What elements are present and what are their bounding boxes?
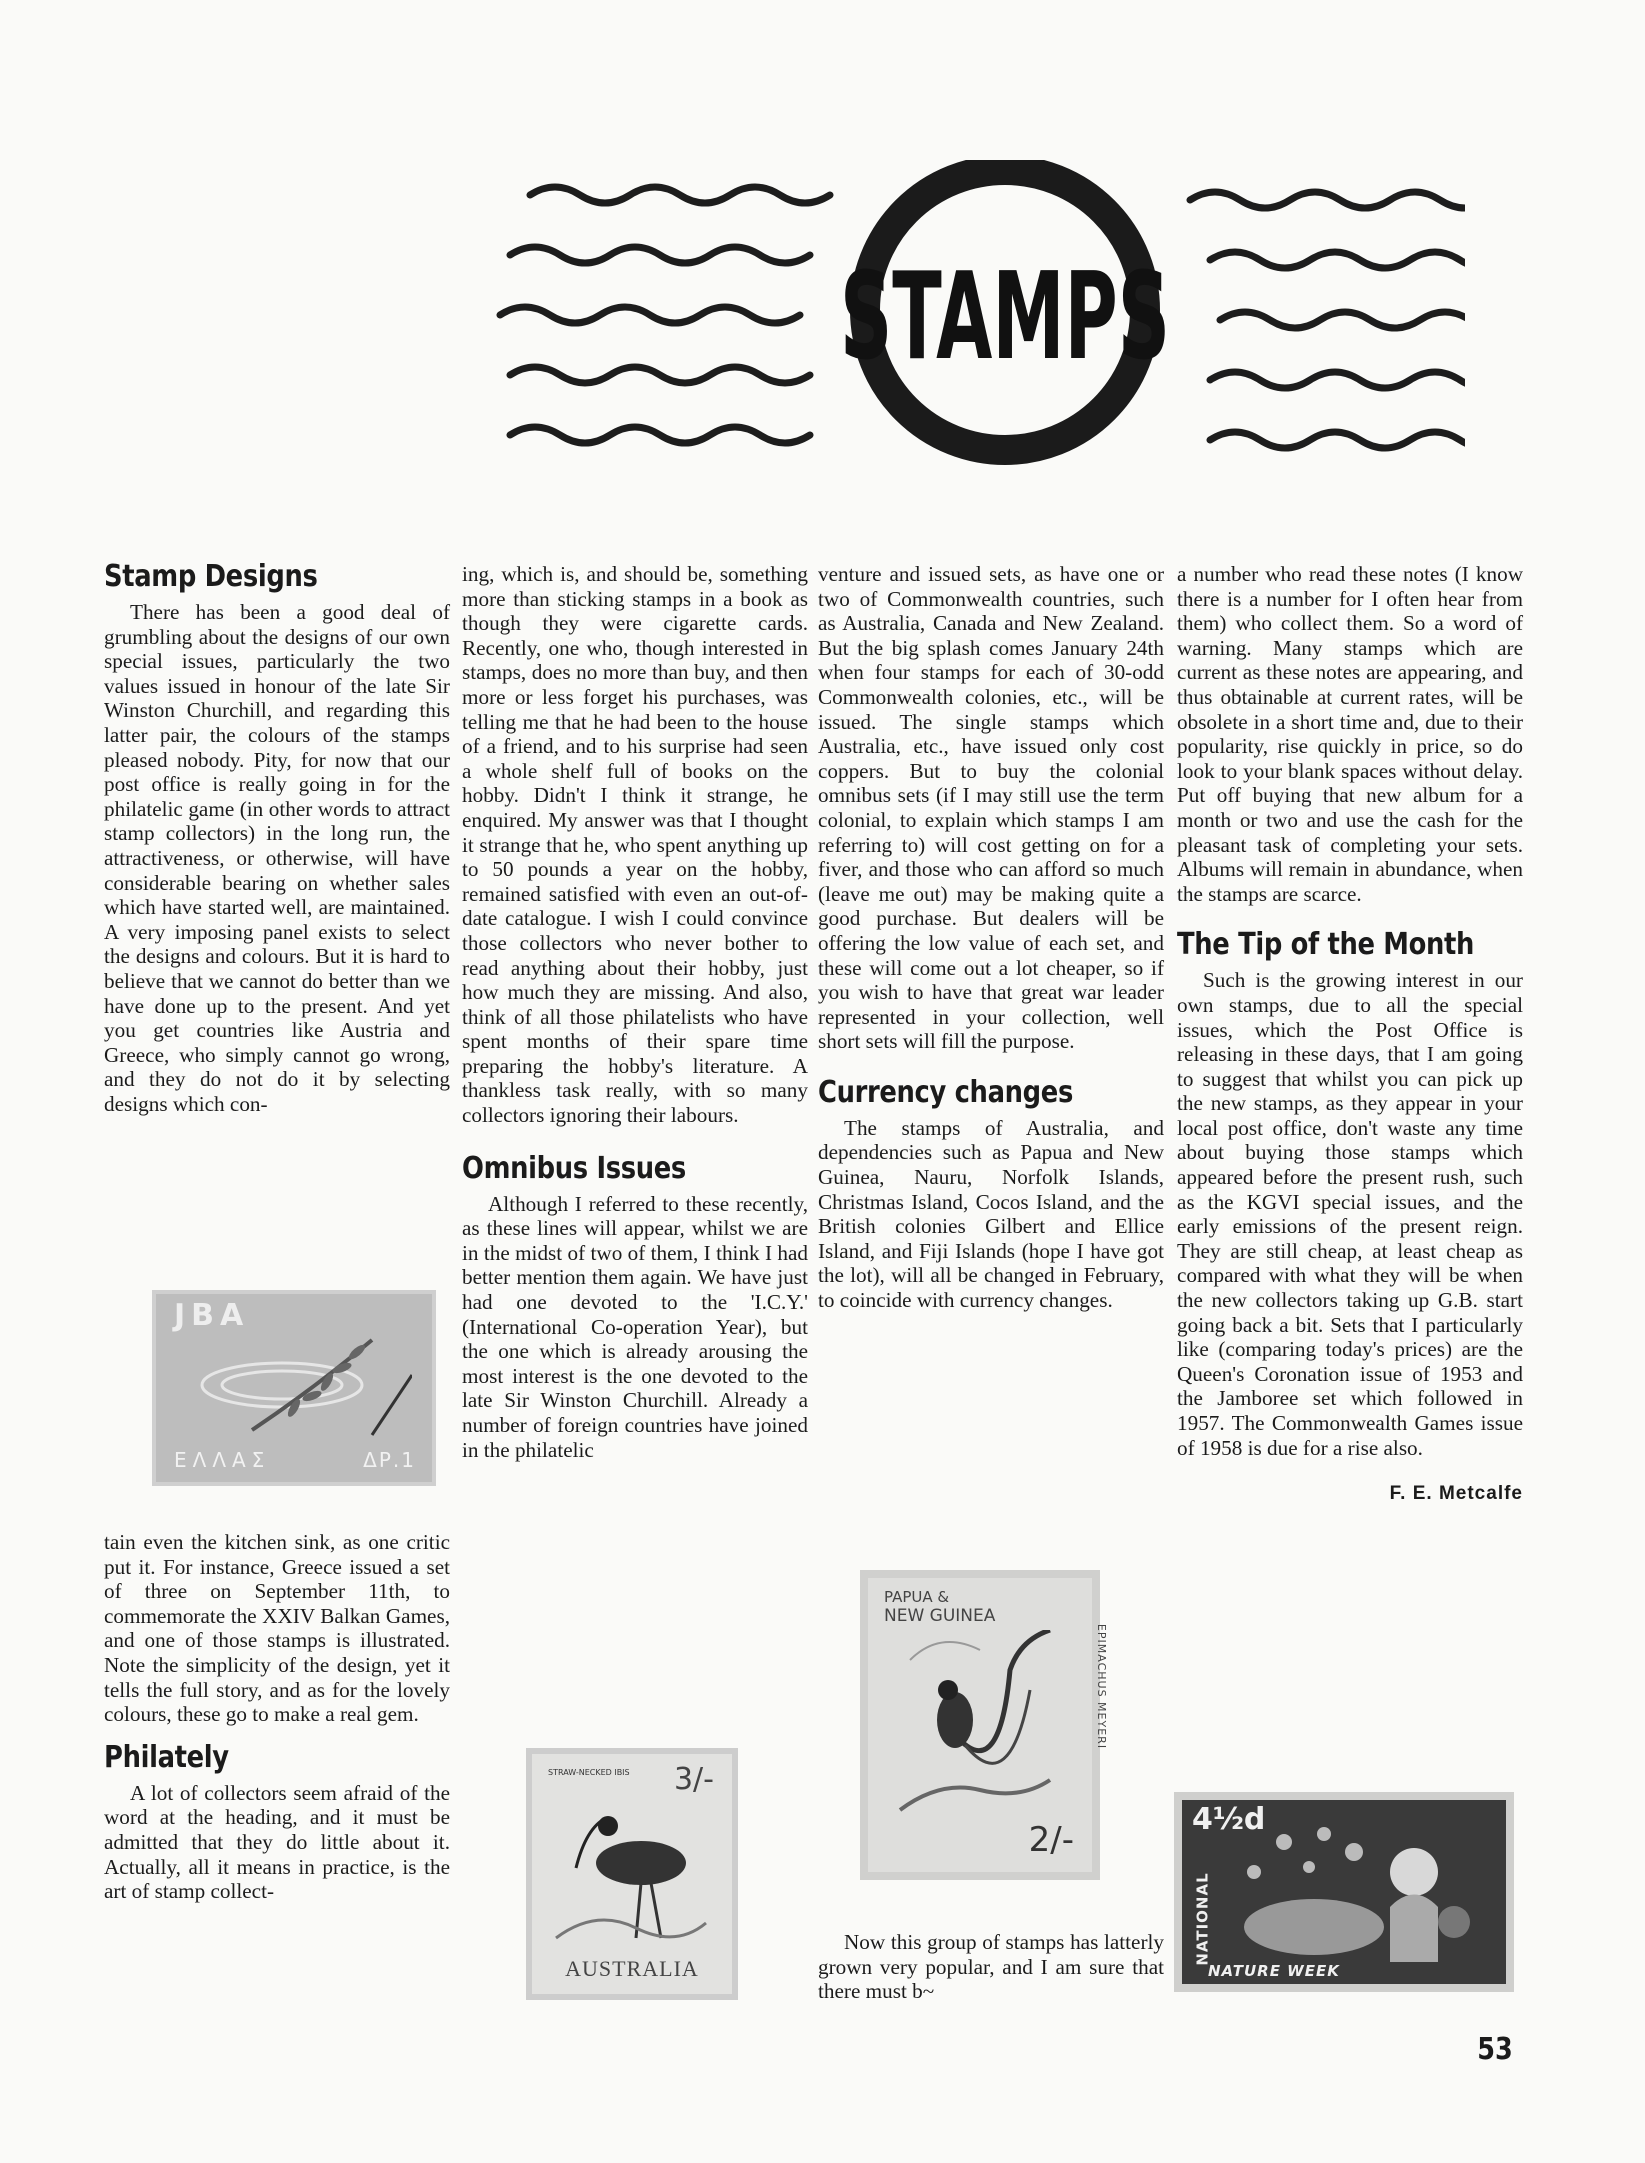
greece-stamp-image — [152, 1290, 436, 1486]
paragraph: a number who read these notes (I know there is a number for I often hear from them) who collect them. So a word of warning. Many stamps which are current as these notes are appearing, and thus obtainable at current rates, will be obsolete in a short time and, due to their popularity, rise quickly in price, so do look to your blank spaces without delay. Put off buying that new album for a month or two and use the cash for the pleasant task of completing your sets. Albums will remain in abundance, when the stamps are scarce. — [1177, 562, 1523, 906]
column-3-lower — [818, 1930, 1164, 2004]
stamps-postmark-emblem — [490, 160, 1465, 490]
papua-stamp-country-1: PAPUA & — [884, 1588, 950, 1606]
column-1-lower — [104, 1530, 450, 1904]
greece-stamp-country: ΕΛΛΑΣ — [174, 1448, 271, 1472]
greece-stamp-top-text: JBA — [174, 1298, 250, 1333]
heading-omnibus-issues: Omnibus Issues — [462, 1150, 686, 1186]
papua-stamp-country-2: NEW GUINEA — [884, 1606, 996, 1626]
laurel-branch-icon — [172, 1330, 412, 1440]
gb-nature-week-stamp-image — [1174, 1792, 1514, 1992]
column-4 — [1177, 562, 1523, 1507]
paragraph: ing, which is, and should be, something more than sticking stamps in a book as though they were cigarette cards. Recently, one who, though interested in stamps, does no more than buy, and then more or less forget his purchases, was telling me that he had been to the house of a friend, and to his surprise had seen a whole shelf full of books on the hobby. Didn't I think it strange, he enquired. My answer was that I thought it strange that he, who spent anything up to 50 pounds a year on the hobby, remained satisfied with even an out-of-date catalogue. I wish I could convince those collectors who never bother to read anything about their hobby, just how much they are missing. And also, think of all those philatelists who have spent months of their spare time preparing the hobby's literature. A thankless task really, with so many collectors ignoring their labours. — [462, 562, 808, 1128]
heading-stamp-designs: Stamp Designs — [104, 559, 318, 594]
author-byline: F. E. Metcalfe — [1389, 1483, 1523, 1505]
gb-stamp-left-text: NATIONAL — [1193, 1872, 1212, 1966]
page-number: 53 — [1477, 2032, 1513, 2067]
gb-stamp-value: 4½d — [1192, 1802, 1266, 1837]
column-3 — [818, 562, 1164, 1313]
paragraph: tain even the kitchen sink, as one critic put it. For instance, Greece issued a set of three on September 11th, to commemorate the XXIV Balkan Games, and one of those stamps is illustrated. Note the simplicity of the design, yet it tells the full story, and as for the lovely colours, these go to make a real gem. — [104, 1530, 450, 1727]
ibis-bird-icon — [546, 1798, 716, 1948]
column-1 — [104, 560, 450, 1116]
papua-new-guinea-stamp-image — [860, 1570, 1108, 1880]
papua-stamp-species: EPIMACHUS MEYERI — [1094, 1623, 1108, 1750]
papua-stamp-value: 2/- — [1028, 1820, 1074, 1860]
paragraph: Although I referred to these recently, as these lines will appear, whilst we are in the midst of two of them, I think I had better mention them again. We have just had one devoted to the 'I.C.Y.' (International Co-operation Year), but the one which is already arousing the most interest is the one devoted to the late Sir Winston Churchill. Already a number of foreign countries have joined in the philatelic — [462, 1191, 808, 1462]
stamps-title: STAMPS — [840, 248, 1170, 387]
australia-stamp-country: AUSTRALIA — [565, 1956, 699, 1981]
paragraph: venture and issued sets, as have one or two of Commonwealth countries, such as Australia, Canada and New Zealand. But the big splash comes January 24th when four stamps for each of 30-odd Commonwealth colonies, etc., will be issued. The single stamps which Australia, etc., have issued only cost coppers. But to buy the colonial omnibus sets (if I may still use the term colonial, to explain which stamps I am referring to) will cost getting on for a fiver, and those who can afford so much (leave me out) may be making quite a good purchase. But dealers will be offering the low value of each set, and these will come out a lot cheaper, so if you wish to have that great war leader represented in your collection, well short sets will fill the purpose. — [818, 562, 1164, 1054]
paragraph: There has been a good deal of grumbling about the designs of our own special issues, particularly the two values issued in honour of the late Sir Winston Churchill, and regarding this latter pair, the colours of the stamps pleased nobody. Pity, for now that our post office is really going in for the philatelic game (in other words to attract stamp collectors) in the long run, the attractiveness, or otherwise, will have considerable bearing on whether sales which have started well, are maintained. A very imposing panel exists to select the designs and colours. But it is hard to believe that we cannot do better than we have done up to the present. And yet you get countries like Austria and Greece, who simply cannot go wrong, and they do not do it by selecting designs which con- — [104, 600, 450, 1116]
column-2 — [462, 562, 808, 1462]
australia-ibis-stamp-image — [526, 1748, 738, 2000]
paragraph: The stamps of Australia, and dependencies such as Papua and New Guinea, Nauru, Norfolk Islands, Christmas Island, Cocos Island, and the British colonies Gilbert and Ellice Island, and Fiji Islands (hope I have got the lot), will all be changed in February, to coincide with currency changes. — [818, 1115, 1164, 1313]
heading-philately: Philately — [104, 1739, 229, 1775]
paragraph: Now this group of stamps has latterly grown very popular, and I am sure that there must b~ — [818, 1930, 1164, 2004]
heading-tip-of-the-month: The Tip of the Month — [1177, 927, 1475, 963]
heading-currency-changes: Currency changes — [818, 1074, 1073, 1110]
gb-stamp-bottom-text: NATURE WEEK — [1208, 1962, 1340, 1980]
australia-stamp-caption: STRAW-NECKED IBIS — [548, 1768, 630, 1777]
greece-stamp-value: ΔΡ.1 — [363, 1448, 416, 1472]
paragraph: A lot of collectors seem afraid of the word at the heading, and it must be admitted that they do little about it. Actually, all it means in practice, is the art of stamp collect- — [104, 1780, 450, 1904]
australia-stamp-value: 3/- — [673, 1762, 714, 1797]
paragraph: Such is the growing interest in our own stamps, due to all the special issues, which the Post Office is releasing in these days, that I am going to suggest that whilst you can pick up the new stamps, as they appear in your local post office, don't waste any time about buying those stamps which appeared before the present rush, such as the KGVI special issues, and the early emissions of the present reign. They are still cheap, at least cheap as compared with what they will be when the new collectors taking up G.B. start going back a bit. Sets that I particularly like (comparing today's prices) are the Queen's Coronation issue of 1953 and the Jamboree set which followed in 1957. The Commonwealth Games issue of 1958 is due for a rise also. — [1177, 968, 1523, 1460]
